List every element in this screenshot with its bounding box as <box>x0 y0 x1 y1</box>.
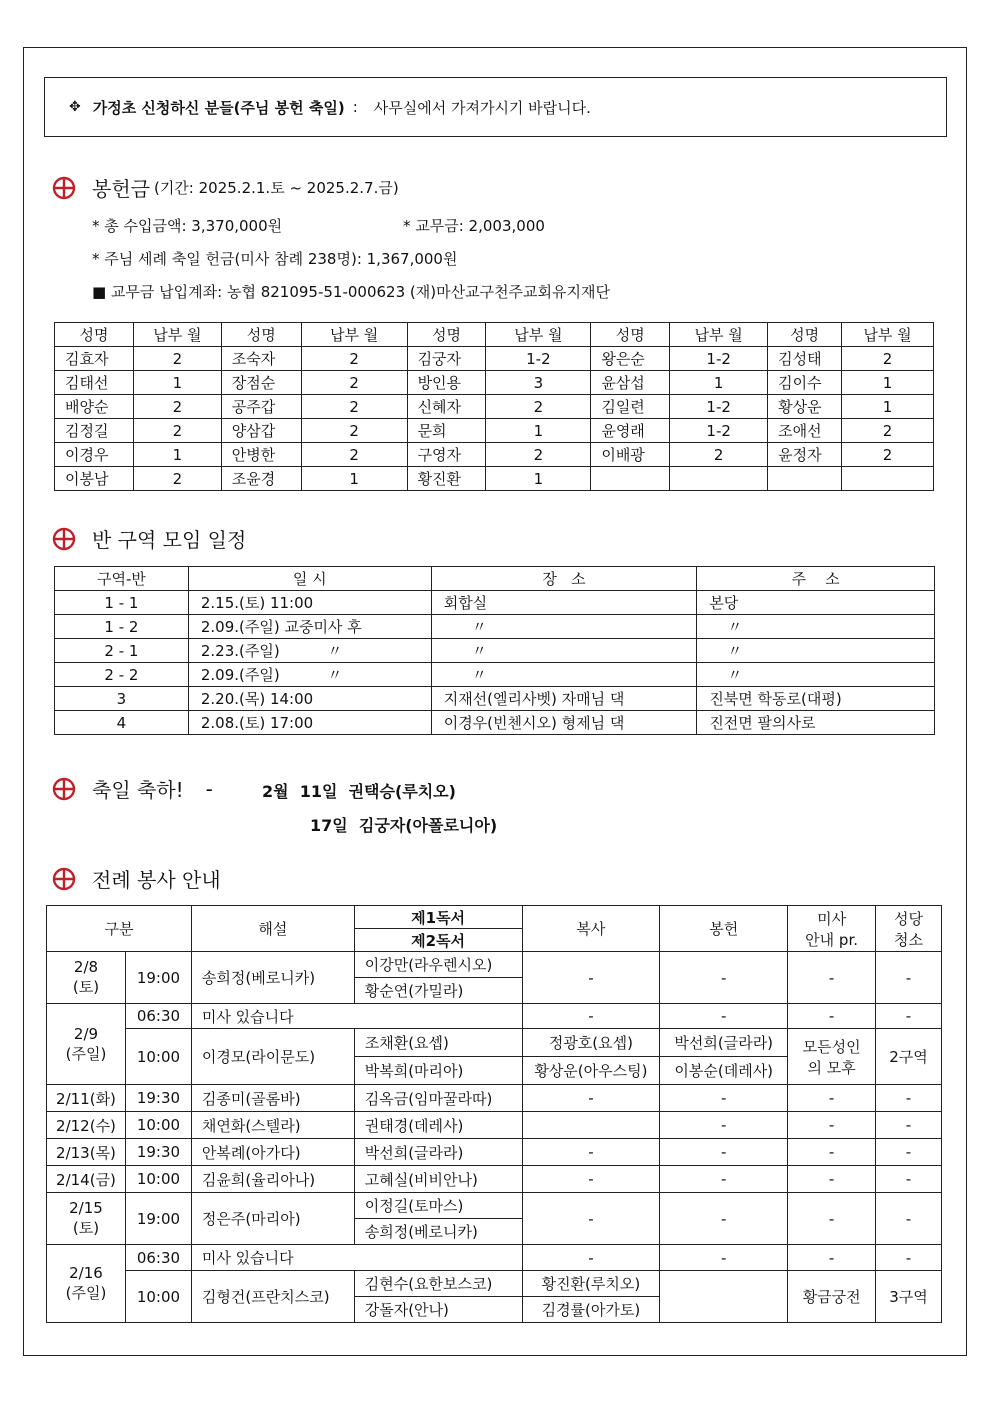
clean: - <box>876 1193 942 1245</box>
offering-header-cell: 성명 <box>407 323 486 347</box>
offering-header-cell: 납부 월 <box>301 323 407 347</box>
paid-month: 1 <box>301 467 407 491</box>
liturgy-heading <box>52 864 221 893</box>
meeting-district: 1 - 2 <box>55 615 189 639</box>
notice-label: 가정초 신청하신 분들(주님 봉헌 축일) <box>92 98 345 117</box>
header-clean-1: 성당 <box>894 909 923 928</box>
date-cell <box>47 1193 126 1245</box>
date: 2/11(화) <box>47 1085 126 1112</box>
reader2: 황순연(가밀라) <box>354 978 522 1004</box>
header-clean <box>876 906 942 952</box>
offering-row <box>55 371 934 395</box>
notice-box <box>44 77 947 137</box>
donor-name: 방인용 <box>407 371 486 395</box>
donor-name: 김효자 <box>55 347 134 371</box>
clean: - <box>876 1085 942 1112</box>
offering-table <box>54 322 934 491</box>
misa: - <box>788 1193 876 1245</box>
meeting-district: 4 <box>55 711 189 735</box>
boksa: - <box>522 1004 660 1029</box>
donor-name: 황진환 <box>407 467 486 491</box>
misa: - <box>788 952 876 1004</box>
offering-row <box>55 443 934 467</box>
misa-2: 의 모후 <box>807 1058 856 1077</box>
bongheon-1: 박선희(글라라) <box>660 1029 788 1057</box>
meeting-row <box>55 639 935 663</box>
meeting-place: 〃 <box>431 615 697 639</box>
meeting-header-cell: 장 소 <box>431 567 697 591</box>
donor-name: 김정길 <box>55 419 134 443</box>
header-reader2: 제2독서 <box>354 929 522 952</box>
paid-month: 2 <box>133 347 221 371</box>
date: 2/16 <box>69 1264 103 1282</box>
cross-circle-icon <box>52 176 76 200</box>
meeting-datetime: 2.15.(토) 11:00 <box>188 591 431 615</box>
boksa-1: 정광호(요셉) <box>522 1029 660 1057</box>
offering-header-cell: 납부 월 <box>486 323 591 347</box>
time: 10:00 <box>125 1166 191 1193</box>
header-boksa: 복사 <box>522 906 660 952</box>
bongheon: - <box>660 1166 788 1193</box>
meeting-datetime: 2.08.(토) 17:00 <box>188 711 431 735</box>
header-misa-2: 안내 pr. <box>805 930 858 949</box>
date: 2/9 <box>73 1024 99 1043</box>
donor-name: 이봉남 <box>55 467 134 491</box>
donor-name: 김성태 <box>768 347 842 371</box>
reader2: 강돌자(안나) <box>354 1297 522 1323</box>
paid-month: 2 <box>133 467 221 491</box>
misa: 황금궁전 <box>788 1271 876 1323</box>
meeting-address: 진전면 팔의사로 <box>697 711 935 735</box>
reader1: 이강만(라우렌시오) <box>354 952 522 978</box>
paid-month: 3 <box>486 371 591 395</box>
clean: 3구역 <box>876 1271 942 1323</box>
clean: - <box>876 1166 942 1193</box>
meeting-district: 3 <box>55 687 189 711</box>
header-misa <box>788 906 876 952</box>
paid-month: 2 <box>842 347 934 371</box>
meeting-heading <box>52 524 246 553</box>
bongheon: - <box>660 952 788 1004</box>
donor-name: 윤삼섭 <box>591 371 670 395</box>
meeting-district: 2 - 2 <box>55 663 189 687</box>
clean: - <box>876 952 942 1004</box>
donor-name: 왕은순 <box>591 347 670 371</box>
paid-month: 2 <box>133 419 221 443</box>
liturgy-title: 전례 봉사 안내 <box>92 868 221 892</box>
mass-note: 미사 있습니다 <box>191 1245 522 1271</box>
cross-circle-icon <box>52 777 76 801</box>
day: (주일) <box>65 1284 107 1302</box>
date: 2/15 <box>69 1199 103 1217</box>
meeting-row <box>55 687 935 711</box>
offering-header-cell: 성명 <box>591 323 670 347</box>
donor-name <box>768 467 842 491</box>
meeting-row <box>55 711 935 735</box>
day: (주일) <box>65 1044 107 1063</box>
meeting-header-cell: 구역-반 <box>55 567 189 591</box>
commentator: 송희정(베로니카) <box>191 952 354 1004</box>
meeting-datetime: 2.09.(주일) 〃 <box>188 663 431 687</box>
misa: - <box>788 1166 876 1193</box>
commentator: 이경모(라이문도) <box>191 1029 354 1085</box>
donor-name: 김궁자 <box>407 347 486 371</box>
paid-month <box>842 467 934 491</box>
donor-name: 양삼갑 <box>221 419 301 443</box>
header-clean-2: 청소 <box>894 930 923 949</box>
date: 2/12(수) <box>47 1112 126 1139</box>
donor-name: 김태선 <box>55 371 134 395</box>
bongheon: - <box>660 1085 788 1112</box>
bongheon: - <box>660 1112 788 1139</box>
commentator: 안복례(아가다) <box>191 1139 354 1166</box>
meeting-place: 〃 <box>431 663 697 687</box>
meeting-place: 지재선(엘리사벳) 자매님 댁 <box>431 687 697 711</box>
mass-note: 미사 있습니다 <box>191 1004 522 1029</box>
reader1: 조채환(요셉) <box>354 1029 522 1057</box>
commentator: 김형건(프란치스코) <box>191 1271 354 1323</box>
misa-1: 모든성인 <box>802 1037 861 1056</box>
paid-month: 2 <box>486 395 591 419</box>
date-cell <box>47 1245 126 1323</box>
commentator: 김윤희(율리아나) <box>191 1166 354 1193</box>
donor-name: 조애선 <box>768 419 842 443</box>
donor-name: 이경우 <box>55 443 134 467</box>
boksa-2: 황상운(아우스팅) <box>522 1057 660 1085</box>
paid-month: 2 <box>670 443 768 467</box>
donor-name: 황상운 <box>768 395 842 419</box>
offering-row <box>55 395 934 419</box>
time: 10:00 <box>125 1271 191 1323</box>
boksa: - <box>522 1085 660 1112</box>
date-cell <box>47 952 126 1004</box>
feast-line-2: 17일 김궁자(아폴로니아) <box>310 816 498 835</box>
paid-month: 2 <box>842 443 934 467</box>
offering-header-cell: 성명 <box>768 323 842 347</box>
meeting-place: 회합실 <box>431 591 697 615</box>
donor-name: 윤정자 <box>768 443 842 467</box>
donor-name: 윤영래 <box>591 419 670 443</box>
meeting-header-cell: 일 시 <box>188 567 431 591</box>
reader1: 김현수(요한보스코) <box>354 1271 522 1297</box>
meeting-address: 〃 <box>697 615 935 639</box>
reader1: 고혜실(비비안나) <box>354 1166 522 1193</box>
donor-name: 김이수 <box>768 371 842 395</box>
meeting-table <box>54 566 935 735</box>
misa: - <box>788 1004 876 1029</box>
meeting-row <box>55 663 935 687</box>
paid-month: 2 <box>301 395 407 419</box>
meeting-row <box>55 591 935 615</box>
bongheon-2: 이봉순(데레사) <box>660 1057 788 1085</box>
offering-header-cell: 성명 <box>221 323 301 347</box>
paid-month: 1-2 <box>670 395 768 419</box>
meeting-address: 진북면 학동로(대평) <box>697 687 935 711</box>
meeting-district: 2 - 1 <box>55 639 189 663</box>
donor-name: 장점순 <box>221 371 301 395</box>
meeting-title: 반 구역 모임 일정 <box>92 528 247 552</box>
paid-month: 2 <box>301 371 407 395</box>
clean: 2구역 <box>876 1029 942 1085</box>
offering-header-cell: 납부 월 <box>670 323 768 347</box>
day: (토) <box>72 978 100 996</box>
header-reader1: 제1독서 <box>354 906 522 929</box>
time: 10:00 <box>125 1029 191 1085</box>
cross-circle-icon <box>52 867 76 891</box>
offering-header-cell: 납부 월 <box>842 323 934 347</box>
liturgy-table <box>46 905 942 1323</box>
paid-month: 1 <box>486 419 591 443</box>
offering-row <box>55 467 934 491</box>
reader1: 박선희(글라라) <box>354 1139 522 1166</box>
paid-month: 2 <box>486 443 591 467</box>
reader1: 권태경(데레사) <box>354 1112 522 1139</box>
meeting-address: 〃 <box>697 639 935 663</box>
paid-month: 1-2 <box>486 347 591 371</box>
reader2: 송희정(베로니카) <box>354 1219 522 1245</box>
meeting-place: 이경우(빈첸시오) 형제님 댁 <box>431 711 697 735</box>
donor-name: 안병한 <box>221 443 301 467</box>
boksa: - <box>522 1193 660 1245</box>
donor-name: 공주갑 <box>221 395 301 419</box>
donor-name: 문희 <box>407 419 486 443</box>
paid-month: 2 <box>301 443 407 467</box>
misa: - <box>788 1085 876 1112</box>
paid-month: 1-2 <box>670 347 768 371</box>
header-haeseol: 해설 <box>191 906 354 952</box>
donor-name: 구영자 <box>407 443 486 467</box>
paid-month: 2 <box>842 419 934 443</box>
meeting-header-cell: 주 소 <box>697 567 935 591</box>
meeting-datetime: 2.09.(주일) 교중미사 후 <box>188 615 431 639</box>
boksa-1: 황진환(루치오) <box>522 1271 660 1297</box>
donor-name: 신혜자 <box>407 395 486 419</box>
donor-name: 조숙자 <box>221 347 301 371</box>
reader1: 김옥금(임마꿀라따) <box>354 1085 522 1112</box>
paid-month: 1 <box>842 371 934 395</box>
paid-month: 1 <box>133 443 221 467</box>
meeting-district: 1 - 1 <box>55 591 189 615</box>
date-cell <box>47 1004 126 1085</box>
offering-heading <box>52 173 399 202</box>
time: 19:30 <box>125 1139 191 1166</box>
offering-row <box>55 347 934 371</box>
offering-gyomugeum: * 교무금: 2,003,000 <box>403 217 545 235</box>
time: 10:00 <box>125 1112 191 1139</box>
feast-dash: - <box>205 776 213 801</box>
header-bongheon: 봉헌 <box>660 906 788 952</box>
time: 19:00 <box>125 1193 191 1245</box>
boksa-2: 김경률(아가토) <box>522 1297 660 1323</box>
commentator: 정은주(마리아) <box>191 1193 354 1245</box>
boksa: - <box>522 1139 660 1166</box>
offering-header-cell: 성명 <box>55 323 134 347</box>
offering-baptism: * 주님 세례 축일 헌금(미사 참례 238명): 1,367,000원 <box>92 250 458 268</box>
clean: - <box>876 1004 942 1029</box>
donor-name <box>591 467 670 491</box>
paid-month: 2 <box>301 347 407 371</box>
paid-month: 1 <box>486 467 591 491</box>
offering-total: * 총 수입금액: 3,370,000원 <box>92 217 283 235</box>
meeting-address: 〃 <box>697 663 935 687</box>
donor-name: 조윤경 <box>221 467 301 491</box>
notice-colon: : <box>352 98 358 116</box>
meeting-address: 본당 <box>697 591 935 615</box>
commentator: 채연화(스텔라) <box>191 1112 354 1139</box>
feast-heading <box>52 774 213 803</box>
boksa <box>522 1112 660 1139</box>
clover-icon: ✥ <box>69 99 81 115</box>
feast-title: 축일 축하! <box>92 778 184 802</box>
donor-name: 배양순 <box>55 395 134 419</box>
clean: - <box>876 1139 942 1166</box>
reader2: 박복희(마리아) <box>354 1057 522 1085</box>
feast-line-1: 2월 11일 권택승(루치오) <box>262 782 456 801</box>
paid-month <box>670 467 768 491</box>
header-gubun: 구분 <box>47 906 192 952</box>
bongheon: - <box>660 1245 788 1271</box>
bongheon: - <box>660 1004 788 1029</box>
paid-month: 1-2 <box>670 419 768 443</box>
donor-name: 이배광 <box>591 443 670 467</box>
paid-month: 1 <box>133 371 221 395</box>
bongheon: - <box>660 1139 788 1166</box>
cross-circle-icon <box>52 527 76 551</box>
time: 19:00 <box>125 952 191 1004</box>
paid-month: 2 <box>133 395 221 419</box>
offering-header-cell: 납부 월 <box>133 323 221 347</box>
date: 2/13(목) <box>47 1139 126 1166</box>
misa: - <box>788 1139 876 1166</box>
paid-month: 1 <box>670 371 768 395</box>
time: 06:30 <box>125 1004 191 1029</box>
date: 2/8 <box>73 958 99 976</box>
meeting-datetime: 2.20.(목) 14:00 <box>188 687 431 711</box>
commentator: 김종미(골롬바) <box>191 1085 354 1112</box>
meeting-row <box>55 615 935 639</box>
donor-name: 김일련 <box>591 395 670 419</box>
offering-title: 봉헌금 <box>92 177 150 201</box>
boksa: - <box>522 1166 660 1193</box>
boksa: - <box>522 1245 660 1271</box>
bongheon: - <box>660 1193 788 1245</box>
clean: - <box>876 1245 942 1271</box>
header-misa-1: 미사 <box>817 909 847 928</box>
misa <box>788 1029 876 1085</box>
reader1: 이정길(토마스) <box>354 1193 522 1219</box>
misa: - <box>788 1112 876 1139</box>
time: 06:30 <box>125 1245 191 1271</box>
bongheon <box>660 1271 788 1323</box>
date: 2/14(금) <box>47 1166 126 1193</box>
paid-month: 2 <box>301 419 407 443</box>
meeting-datetime: 2.23.(주일) 〃 <box>188 639 431 663</box>
meeting-place: 〃 <box>431 639 697 663</box>
clean: - <box>876 1112 942 1139</box>
time: 19:30 <box>125 1085 191 1112</box>
offering-account: ■ 교무금 납입계좌: 농협 821095-51-000623 (재)마산교구천주교회유지재단 <box>92 283 610 301</box>
offering-row <box>55 419 934 443</box>
misa: - <box>788 1245 876 1271</box>
paid-month: 1 <box>842 395 934 419</box>
boksa: - <box>522 952 660 1004</box>
offering-period: (기간: 2025.2.1.토 ~ 2025.2.7.금) <box>153 179 399 197</box>
notice-text: 사무실에서 가져가시기 바랍니다. <box>373 98 591 117</box>
day: (토) <box>72 1219 100 1237</box>
